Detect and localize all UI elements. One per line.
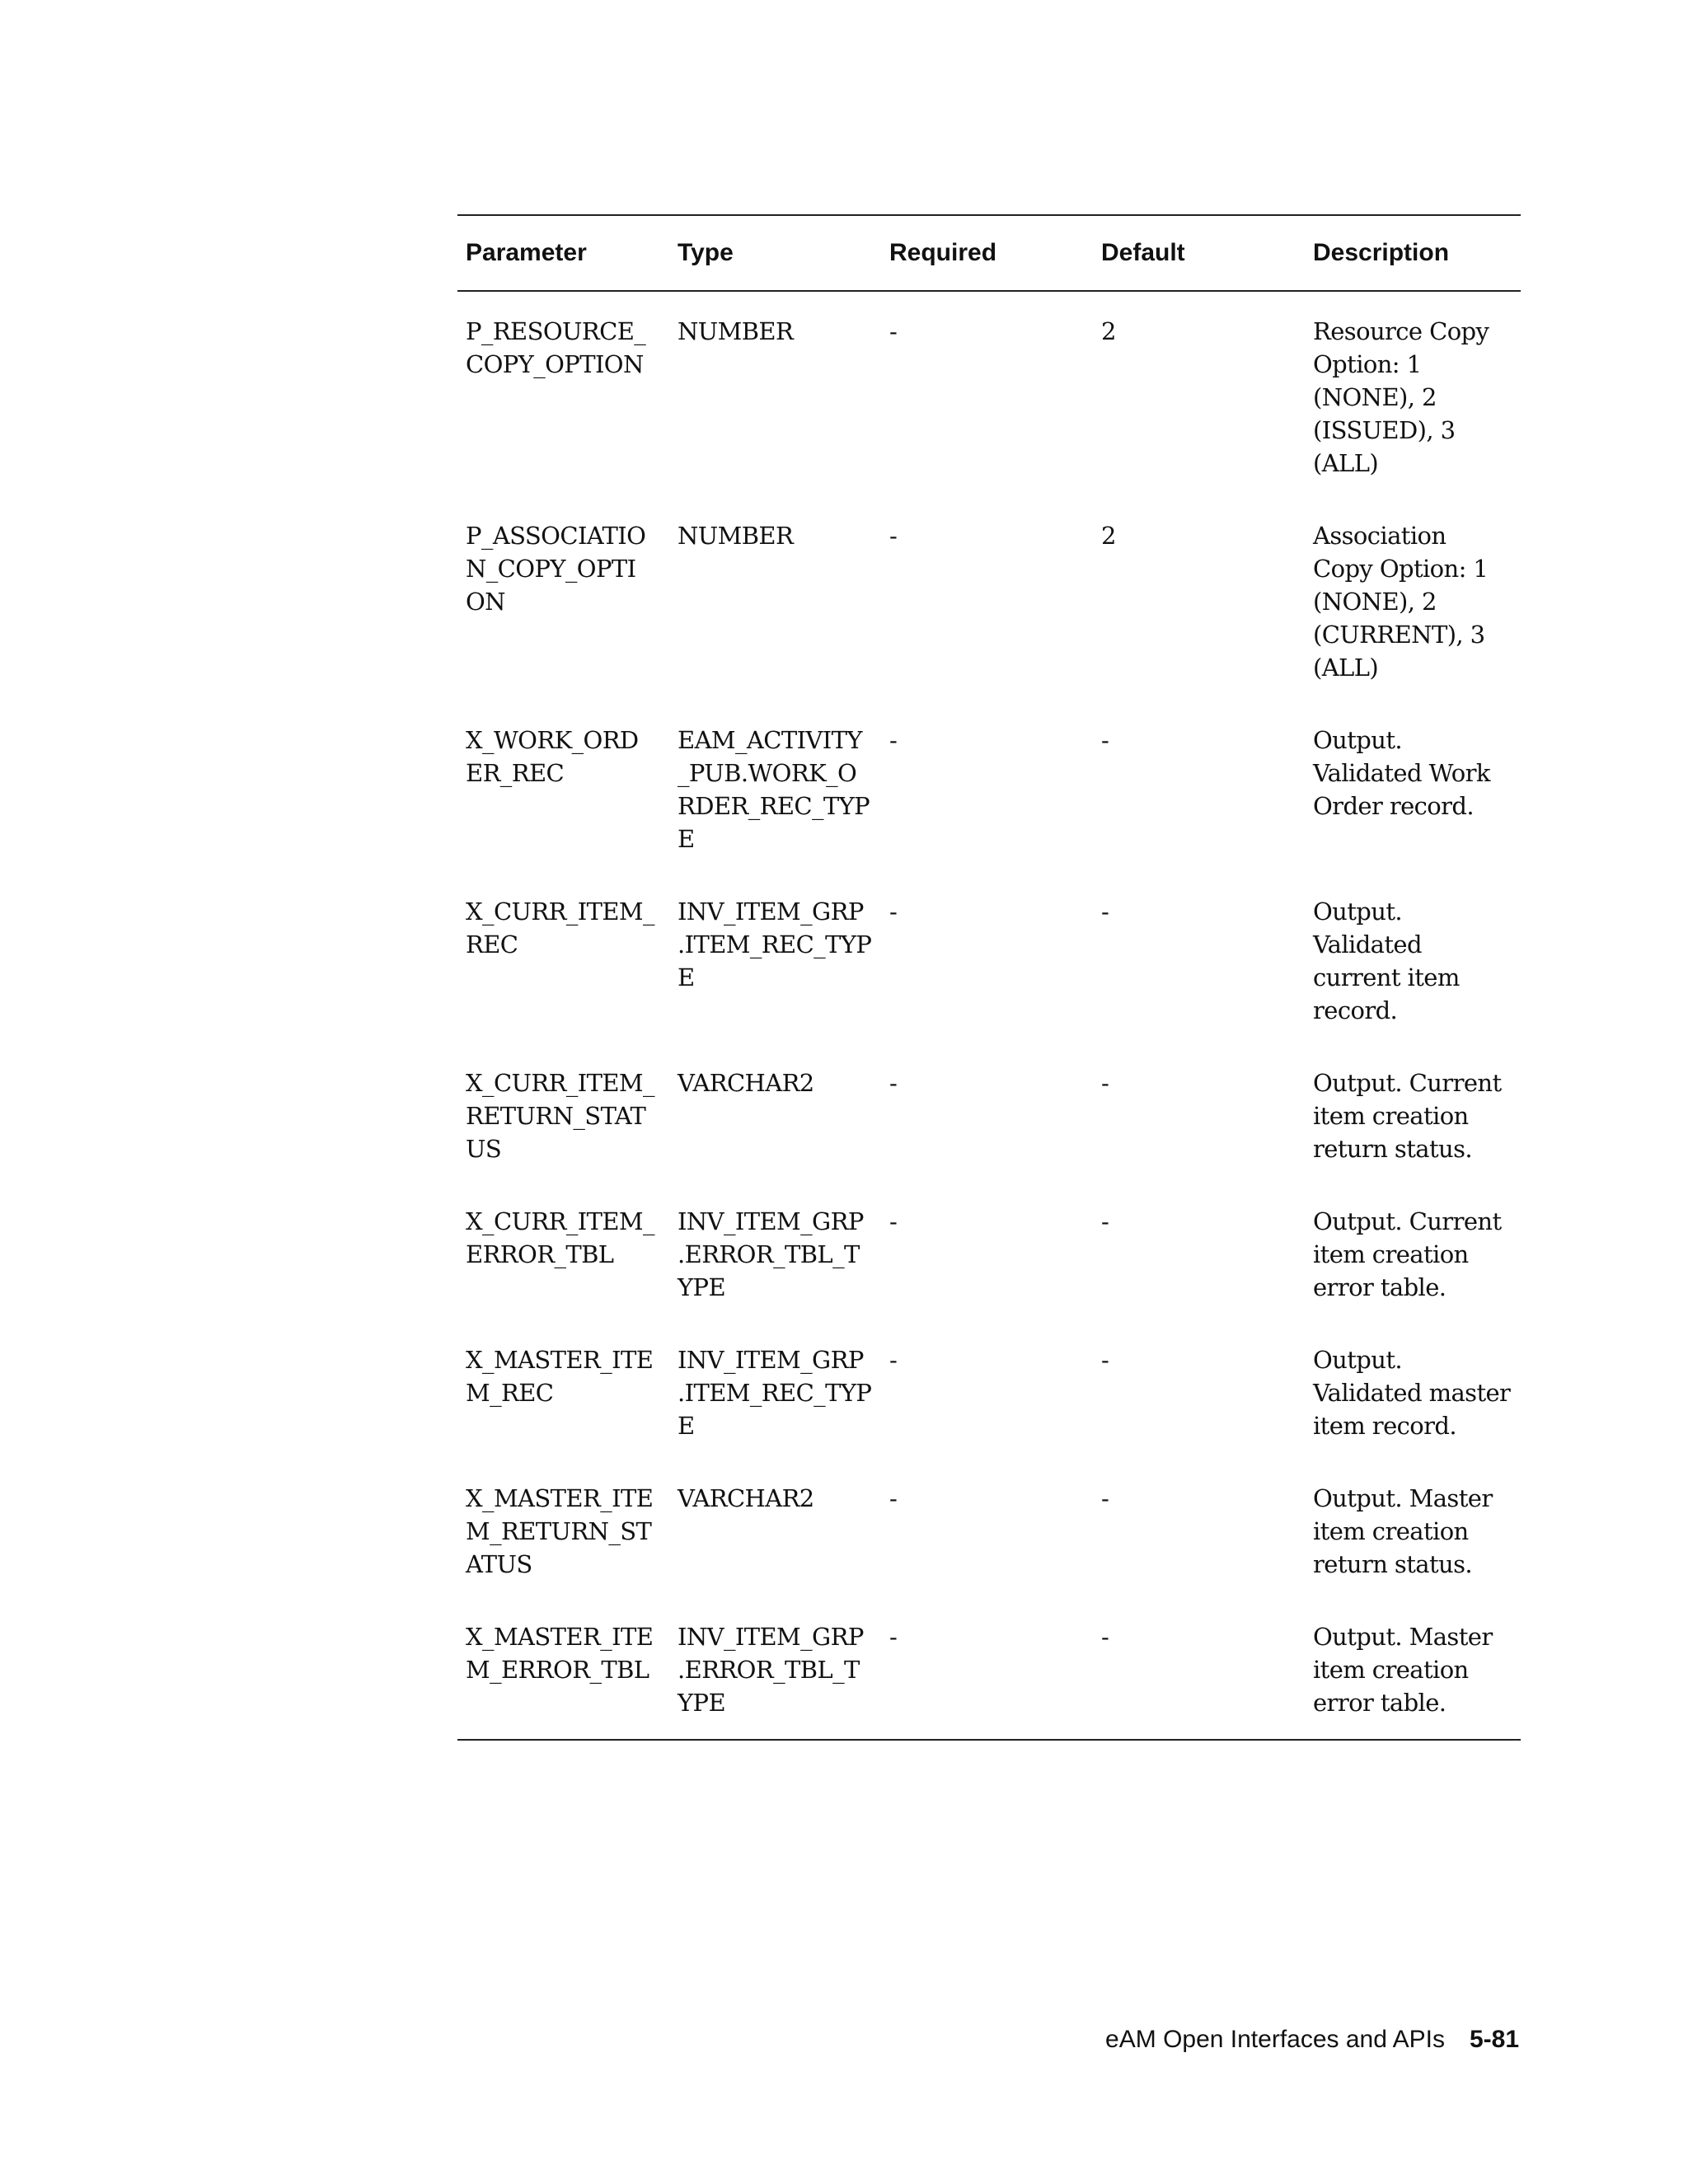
header-required: Required — [889, 239, 997, 266]
cell-type: NUMBER — [678, 522, 794, 550]
cell-default: 2 — [1101, 317, 1116, 345]
cell-required: - — [889, 726, 898, 754]
table-row — [457, 291, 1521, 499]
cell-description: Output. Validated Work Order record. — [1313, 726, 1490, 820]
cell-description: Output. Current item creation error table. — [1313, 1207, 1502, 1301]
cell-type: INV_ITEM_GRP .ITEM_REC_TYP E — [678, 898, 872, 991]
cell-description: Output. Validated current item record. — [1313, 898, 1460, 1024]
cell-default: - — [1101, 1623, 1109, 1651]
table-row — [457, 1601, 1521, 1740]
cell-parameter: X_CURR_ITEM_ RETURN_STAT US — [466, 1069, 654, 1163]
cell-default: - — [1101, 1069, 1109, 1097]
cell-description: Association Copy Option: 1 (NONE), 2 (CURRENT), 3 (ALL) — [1313, 522, 1489, 682]
cell-required: - — [889, 1346, 898, 1374]
cell-description: Output. Validated master item record. — [1313, 1346, 1511, 1440]
cell-required: - — [889, 522, 898, 550]
cell-description: Resource Copy Option: 1 (NONE), 2 (ISSUED), 3 (ALL) — [1313, 317, 1489, 477]
parameter-table-container — [457, 214, 1521, 1741]
header-default: Default — [1101, 239, 1185, 266]
table-row — [457, 1462, 1521, 1601]
cell-parameter: X_CURR_ITEM_ REC — [466, 898, 654, 958]
cell-default: - — [1101, 726, 1109, 754]
table-row — [457, 1324, 1521, 1462]
cell-required: - — [889, 1207, 898, 1235]
cell-required: - — [889, 1069, 898, 1097]
cell-parameter: X_MASTER_ITE M_RETURN_ST ATUS — [466, 1484, 654, 1578]
cell-type: INV_ITEM_GRP .ERROR_TBL_T YPE — [678, 1623, 864, 1717]
cell-parameter: X_WORK_ORD ER_REC — [466, 726, 639, 787]
cell-required: - — [889, 898, 898, 926]
header-description: Description — [1313, 239, 1450, 266]
cell-default: 2 — [1101, 522, 1116, 550]
cell-parameter: X_MASTER_ITE M_REC — [466, 1346, 654, 1407]
cell-type: VARCHAR2 — [678, 1484, 814, 1512]
cell-default: - — [1101, 898, 1109, 926]
parameter-table — [457, 214, 1521, 1741]
cell-default: - — [1101, 1207, 1109, 1235]
footer-page-number: 5-81 — [1469, 2026, 1519, 2053]
cell-type: INV_ITEM_GRP .ITEM_REC_TYP E — [678, 1346, 872, 1440]
cell-parameter: P_RESOURCE_ COPY_OPTION — [466, 317, 646, 378]
page-footer — [1105, 2026, 1519, 2054]
table-header-row — [457, 215, 1521, 291]
cell-type: NUMBER — [678, 317, 794, 345]
cell-parameter: P_ASSOCIATIO N_COPY_OPTI ON — [466, 522, 646, 616]
cell-type: INV_ITEM_GRP .ERROR_TBL_T YPE — [678, 1207, 864, 1301]
table-row — [457, 875, 1521, 1047]
cell-description: Output. Master item creation return status. — [1313, 1484, 1493, 1578]
cell-parameter: X_MASTER_ITE M_ERROR_TBL — [466, 1623, 654, 1684]
cell-type: VARCHAR2 — [678, 1069, 814, 1097]
cell-type: EAM_ACTIVITY _PUB.WORK_O RDER_REC_TYP E — [678, 726, 870, 853]
cell-required: - — [889, 317, 898, 345]
table-row — [457, 499, 1521, 704]
cell-description: Output. Master item creation error table. — [1313, 1623, 1493, 1717]
table-row — [457, 1047, 1521, 1185]
cell-required: - — [889, 1484, 898, 1512]
table-row — [457, 1185, 1521, 1324]
cell-default: - — [1101, 1346, 1109, 1374]
header-type: Type — [678, 239, 734, 266]
header-parameter: Parameter — [466, 239, 587, 266]
cell-required: - — [889, 1623, 898, 1651]
cell-default: - — [1101, 1484, 1109, 1512]
cell-parameter: X_CURR_ITEM_ ERROR_TBL — [466, 1207, 654, 1268]
cell-description: Output. Current item creation return status. — [1313, 1069, 1502, 1163]
table-row — [457, 704, 1521, 875]
footer-section-title: eAM Open Interfaces and APIs — [1105, 2026, 1445, 2053]
